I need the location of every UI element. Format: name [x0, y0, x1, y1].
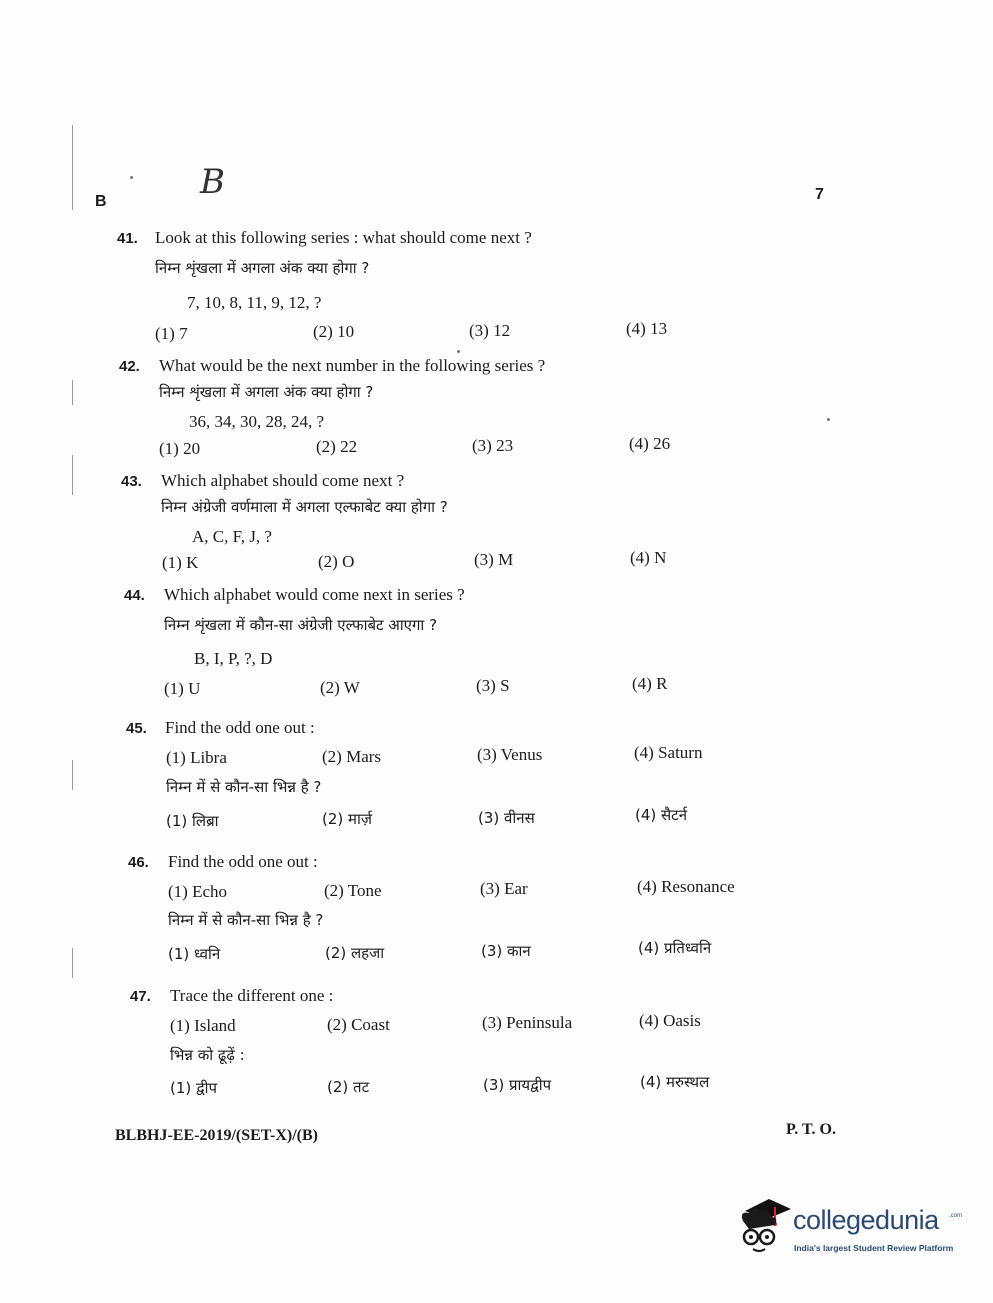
- question-sequence: B, I, P, ?, D: [194, 649, 273, 668]
- collegedunia-watermark: [735, 1195, 963, 1265]
- option-4[interactable]: (4) Oasis: [639, 1011, 701, 1030]
- page-number: 7: [815, 186, 824, 203]
- option-3[interactable]: (3) M: [474, 550, 514, 569]
- scan-margin-line: [72, 948, 73, 978]
- question-number: 46.: [128, 854, 149, 871]
- question-number: 44.: [124, 587, 145, 604]
- hindi-option-3[interactable]: (3) प्रायद्वीप: [483, 1076, 552, 1094]
- question-text-hindi: निम्न शृंखला में कौन-सा अंग्रेजी एल्फाबेट आएगा ?: [164, 616, 438, 634]
- option-1[interactable]: (1) Echo: [168, 882, 228, 901]
- question-text-hindi: निम्न शृंखला में अगला अंक क्या होगा ?: [159, 383, 374, 401]
- option-4[interactable]: (4) Saturn: [634, 743, 703, 762]
- scan-speck: [457, 350, 460, 353]
- hindi-option-1[interactable]: (1) ध्वनि: [168, 945, 221, 963]
- question-text-hindi: निम्न शृंखला में अगला अंक क्या होगा ?: [155, 259, 370, 277]
- question-sequence: 36, 34, 30, 28, 24, ?: [189, 412, 325, 431]
- option-3[interactable]: (3) S: [476, 676, 510, 695]
- scan-margin-line: [72, 125, 73, 210]
- option-4[interactable]: (4) R: [632, 674, 668, 693]
- option-1[interactable]: (1) Libra: [166, 748, 227, 767]
- option-2[interactable]: (2) Coast: [327, 1015, 390, 1034]
- scan-margin-line: [72, 760, 73, 790]
- scan-margin-line: [72, 455, 73, 495]
- paper-code: BLBHJ-EE-2019/(SET-X)/(B): [115, 1127, 318, 1144]
- brand-suffix: .com: [949, 1213, 963, 1219]
- option-4[interactable]: (4) 13: [626, 319, 668, 338]
- option-4[interactable]: (4) 26: [629, 434, 671, 453]
- option-1[interactable]: (1) U: [164, 679, 201, 698]
- option-2[interactable]: (2) O: [318, 552, 355, 571]
- brand-name: collegedunia: [793, 1205, 939, 1235]
- question-text-hindi: भिन्न को ढूढ़ें :: [170, 1046, 245, 1064]
- question-text-hindi: निम्न अंग्रेजी वर्णमाला में अगला एल्फाबेट क्या होगा ?: [161, 498, 448, 516]
- pto-label: P. T. O.: [786, 1121, 836, 1138]
- question-number: 45.: [126, 720, 147, 737]
- option-4[interactable]: (4) Resonance: [637, 877, 735, 896]
- question-text-english: Look at this following series : what should come next ?: [155, 228, 532, 247]
- question-number: 43.: [121, 473, 142, 490]
- question-text-english: Find the odd one out :: [168, 852, 318, 871]
- hindi-option-4[interactable]: (4) प्रतिध्वनि: [638, 939, 712, 957]
- graduate-mascot-icon: [735, 1195, 793, 1257]
- option-1[interactable]: (1) 20: [159, 439, 201, 458]
- option-4[interactable]: (4) N: [630, 548, 667, 567]
- scan-speck: [130, 176, 133, 179]
- hindi-option-2[interactable]: (2) मार्ज़: [322, 810, 373, 828]
- option-1[interactable]: (1) K: [162, 553, 199, 572]
- question-sequence: 7, 10, 8, 11, 9, 12, ?: [187, 293, 322, 312]
- option-1[interactable]: (1) Island: [170, 1016, 236, 1035]
- question-text-english: Find the odd one out :: [165, 718, 315, 737]
- question-text-english: What would be the next number in the following series ?: [159, 356, 546, 375]
- hindi-option-1[interactable]: (1) लिब्रा: [166, 812, 219, 830]
- question-number: 47.: [130, 988, 151, 1005]
- option-1[interactable]: (1) 7: [155, 324, 188, 343]
- option-2[interactable]: (2) W: [320, 678, 360, 697]
- series-letter: B: [95, 193, 107, 210]
- option-2[interactable]: (2) 22: [316, 437, 358, 456]
- question-text-hindi: निम्न में से कौन-सा भिन्न है ?: [168, 911, 324, 929]
- hindi-option-3[interactable]: (3) वीनस: [478, 809, 535, 827]
- question-text-english: Which alphabet should come next ?: [161, 471, 405, 490]
- option-3[interactable]: (3) Peninsula: [482, 1013, 573, 1032]
- question-text-english: Which alphabet would come next in series ?: [164, 585, 465, 604]
- handwritten-mark: B: [200, 162, 225, 202]
- option-2[interactable]: (2) Tone: [324, 881, 382, 900]
- option-3[interactable]: (3) Ear: [480, 879, 528, 898]
- scan-speck: [827, 418, 830, 421]
- hindi-option-3[interactable]: (3) कान: [481, 942, 531, 960]
- scan-margin-line: [72, 380, 73, 405]
- question-number: 42.: [119, 358, 140, 375]
- hindi-option-2[interactable]: (2) लहजा: [325, 944, 385, 962]
- question-text-english: Trace the different one :: [170, 986, 334, 1005]
- option-2[interactable]: (2) 10: [313, 322, 355, 341]
- option-3[interactable]: (3) 23: [472, 436, 514, 455]
- hindi-option-1[interactable]: (1) द्वीप: [170, 1079, 218, 1097]
- hindi-option-4[interactable]: (4) मरुस्थल: [640, 1073, 710, 1091]
- question-number: 41.: [117, 230, 138, 247]
- question-sequence: A, C, F, J, ?: [192, 527, 272, 546]
- option-3[interactable]: (3) Venus: [477, 745, 543, 764]
- hindi-option-2[interactable]: (2) तट: [327, 1078, 370, 1096]
- brand-tagline: India's largest Student Review Platform: [794, 1243, 954, 1253]
- hindi-option-4[interactable]: (4) सैटर्न: [635, 806, 688, 824]
- question-text-hindi: निम्न में से कौन-सा भिन्न है ?: [166, 778, 322, 796]
- option-3[interactable]: (3) 12: [469, 321, 511, 340]
- option-2[interactable]: (2) Mars: [322, 747, 382, 766]
